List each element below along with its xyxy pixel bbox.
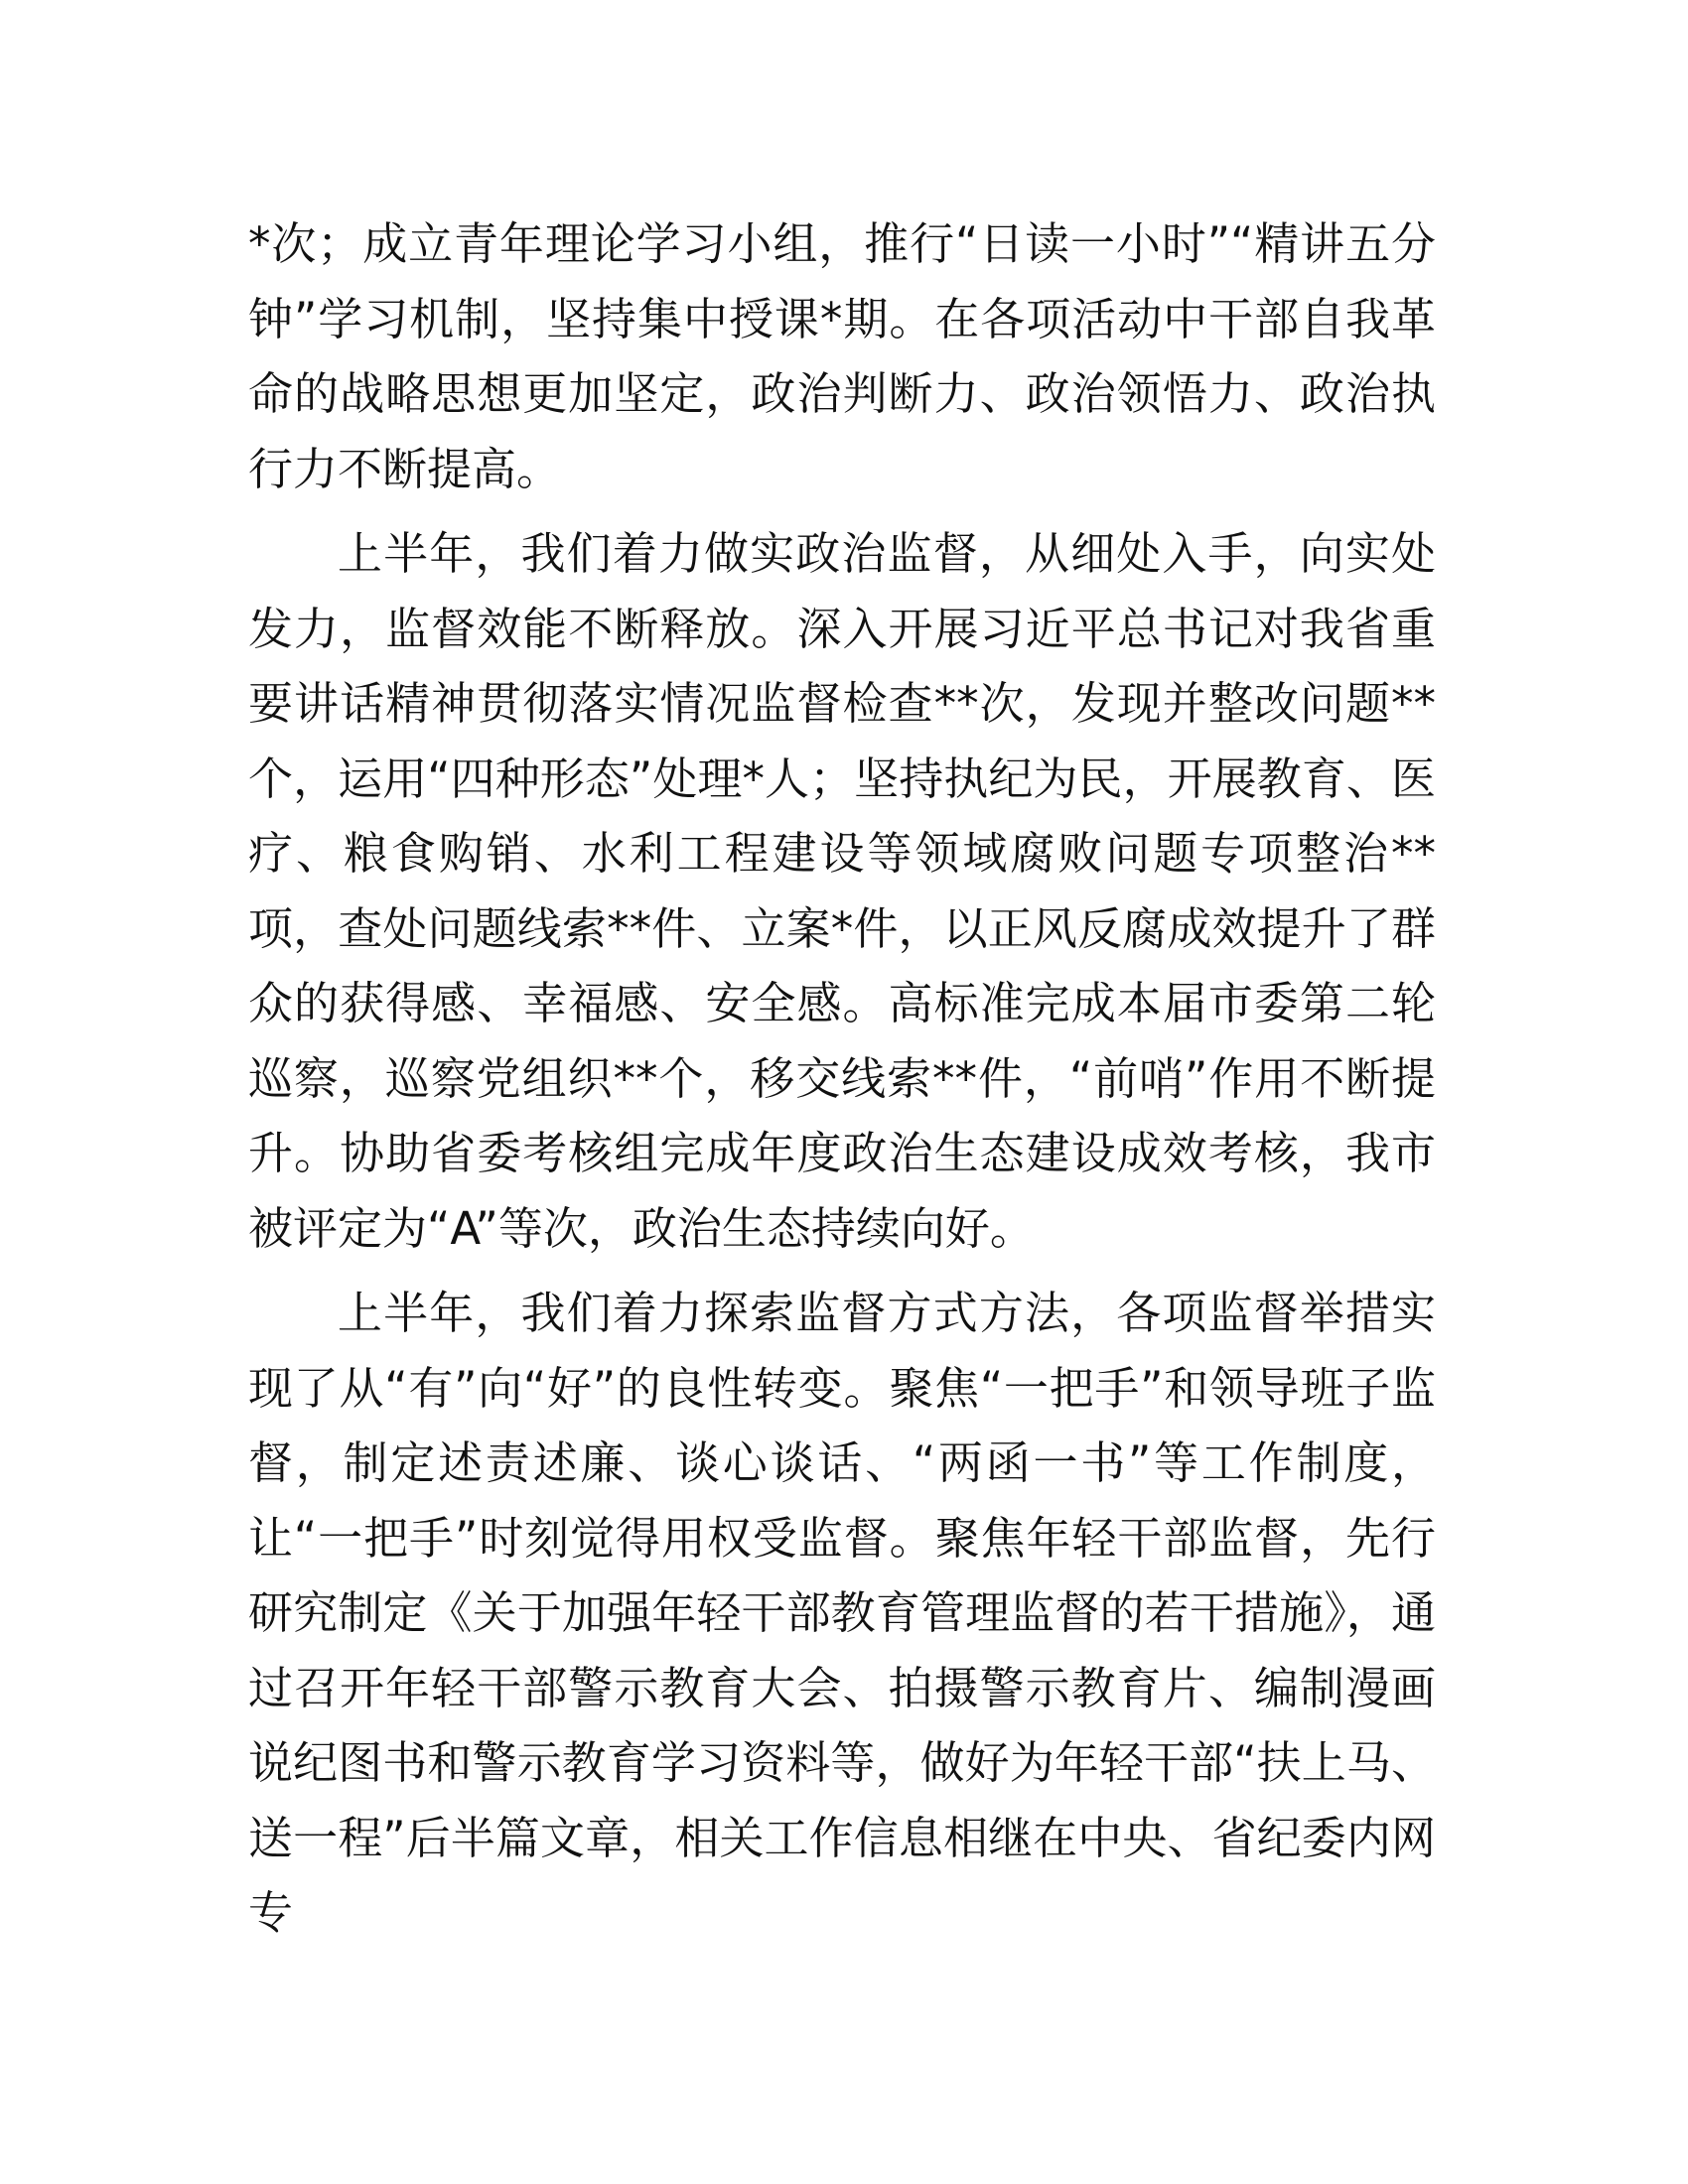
paragraph-2: 上半年，我们着力做实政治监督，从细处入手，向实处发力，监督效能不断释放。深入开展习近平总书记对我省重要讲话精神贯彻落实情况监督检查**次，发现并整改问题**个，运用“四种形态”处理*人；坚持执纪为民，开展教育、医疗、粮食购销、水利工程建设等领域腐败问题专项整治**项，查处问题线索**件、立案*件，以正风反腐成效提升了群众的获得感、幸福感、安全感。高标准完成本届市委第二轮巡察，巡察党组织**个，移交线索**件，“前哨”作用不断提升。协助省委考核组完成年度政治生态建设成效考核，我市被评定为“A”等次，政治生态持续向好。 xyxy=(248,527,1436,1255)
paragraph-3: 上半年，我们着力探索监督方式方法，各项监督举措实现了从“有”向“好”的良性转变。聚焦“一把手”和领导班子监督，制定述责述廉、谈心谈话、“两函一书”等工作制度，让“一把手”时刻觉得用权受监督。聚焦年轻干部监督，先行研究制定《关于加强年轻干部教育管理监督的若干措施》，通过召开年轻干部警示教育大会、拍摄警示教育片、编制漫画说纪图书和警示教育学习资料等，做好为年轻干部“扶上马、送一程”后半篇文章，相关工作信息相继在中央、省纪委内网专 xyxy=(248,1287,1436,1939)
body-text xyxy=(248,206,1436,1951)
paragraph-1: *次；成立青年理论学习小组，推行“日读一小时”“精讲五分钟”学习机制，坚持集中授课*期。在各项活动中干部自我革命的战略思想更加坚定，政治判断力、政治领悟力、政治执行力不断提高。 xyxy=(248,217,1436,495)
